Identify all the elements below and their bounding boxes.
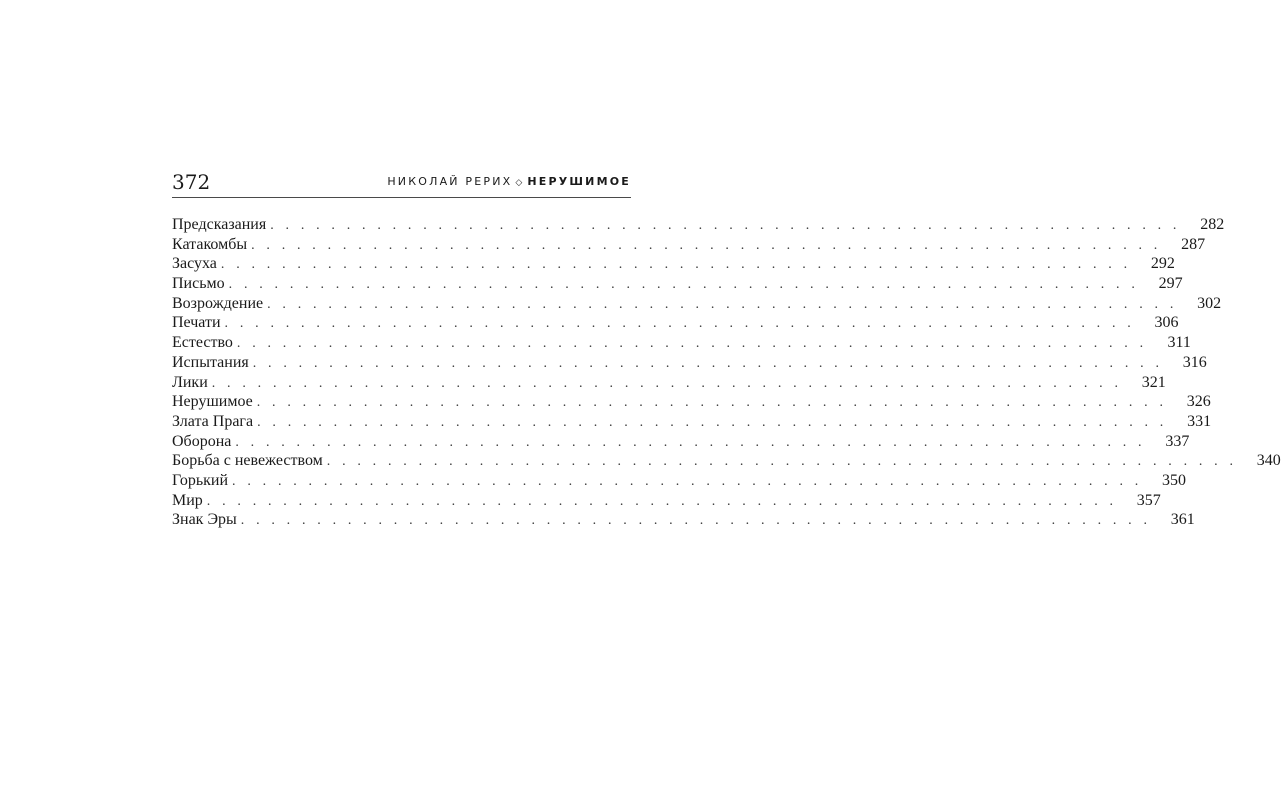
toc-entry (172, 491, 1161, 511)
toc-entry-page-number: 357 (1136, 491, 1161, 509)
running-head-book-title: НЕРУШИМОЕ (527, 175, 631, 188)
diamond-separator-icon: ◇ (515, 178, 523, 188)
toc-entry-title: Письмо (172, 275, 225, 293)
toc-entry-page-number: 321 (1141, 373, 1166, 391)
toc-entry-title: Естество (172, 334, 233, 352)
table-of-contents (172, 215, 1281, 530)
toc-entry-page-number: 306 (1154, 314, 1179, 332)
toc-entry (172, 313, 1179, 333)
toc-entry-page-number: 297 (1158, 275, 1183, 293)
toc-entry-page-number: 302 (1197, 294, 1222, 312)
toc-entry (172, 412, 1212, 432)
toc-entry-title: Борьба с невежеством (172, 452, 323, 470)
toc-entry (172, 510, 1195, 530)
header-rule (172, 197, 631, 198)
toc-dot-leader: ............................................................ (236, 336, 1155, 352)
toc-dot-leader: ............................................................ (228, 277, 1147, 293)
toc-entry-page-number: 287 (1181, 235, 1206, 253)
toc-dot-leader: ............................................................ (232, 473, 1151, 489)
toc-entry-title: Лики (172, 373, 208, 391)
toc-entry-title: Злата Прага (172, 412, 254, 430)
toc-entry-page-number: 337 (1165, 432, 1190, 450)
toc-dot-leader: ............................................................ (224, 316, 1143, 332)
toc-dot-leader: ............................................................ (270, 218, 1189, 233)
toc-entry (172, 353, 1207, 373)
toc-entry-page-number: 331 (1187, 412, 1212, 430)
toc-entry-title: Возрождение (172, 294, 264, 312)
toc-dot-leader: ............................................................ (256, 395, 1175, 411)
toc-entry (172, 471, 1187, 491)
toc-entry (172, 432, 1190, 452)
toc-dot-leader: ............................................................ (206, 493, 1125, 509)
toc-entry (172, 215, 1225, 235)
toc-dot-leader: ............................................................ (326, 454, 1245, 470)
toc-dot-leader: ............................................................ (257, 414, 1176, 430)
toc-entry-page-number: 311 (1167, 334, 1191, 352)
toc-entry-title: Оборона (172, 432, 232, 450)
toc-entry-title: Печати (172, 314, 221, 332)
toc-entry (172, 392, 1211, 412)
toc-dot-leader: ............................................................ (220, 257, 1139, 273)
toc-entry-page-number: 340 (1256, 452, 1281, 470)
toc-entry (172, 274, 1183, 294)
page-header (172, 168, 631, 200)
page-number: 372 (172, 170, 211, 194)
toc-entry (172, 254, 1175, 274)
toc-entry-page-number: 350 (1162, 471, 1187, 489)
toc-entry-title: Нерушимое (172, 393, 253, 411)
toc-entry (172, 235, 1206, 255)
toc-entry-page-number: 292 (1150, 255, 1175, 273)
toc-entry (172, 451, 1281, 471)
toc-entry-title: Катакомбы (172, 235, 248, 253)
toc-entry (172, 373, 1166, 393)
toc-entry-page-number: 361 (1170, 511, 1195, 529)
toc-entry-title: Горький (172, 471, 229, 489)
toc-entry-page-number: 282 (1200, 216, 1225, 233)
toc-dot-leader: ............................................................ (235, 434, 1154, 450)
toc-dot-leader: ............................................................ (267, 296, 1186, 312)
running-head-author: НИКОЛАЙ РЕРИХ (387, 175, 513, 188)
toc-entry-title: Знак Эры (172, 511, 237, 529)
toc-entry-page-number: 326 (1186, 393, 1211, 411)
toc-entry-title: Предсказания (172, 216, 267, 233)
toc-entry (172, 294, 1222, 314)
toc-entry-title: Засуха (172, 255, 217, 273)
toc-entry-title: Мир (172, 491, 203, 509)
running-head (387, 175, 631, 188)
toc-entry (172, 333, 1191, 353)
toc-dot-leader: ............................................................ (252, 355, 1171, 371)
toc-entry-title: Испытания (172, 353, 249, 371)
toc-dot-leader: ............................................................ (240, 513, 1159, 529)
toc-entry-page-number: 316 (1182, 353, 1207, 371)
toc-dot-leader: ............................................................ (211, 375, 1130, 391)
toc-dot-leader: ............................................................ (251, 237, 1170, 253)
